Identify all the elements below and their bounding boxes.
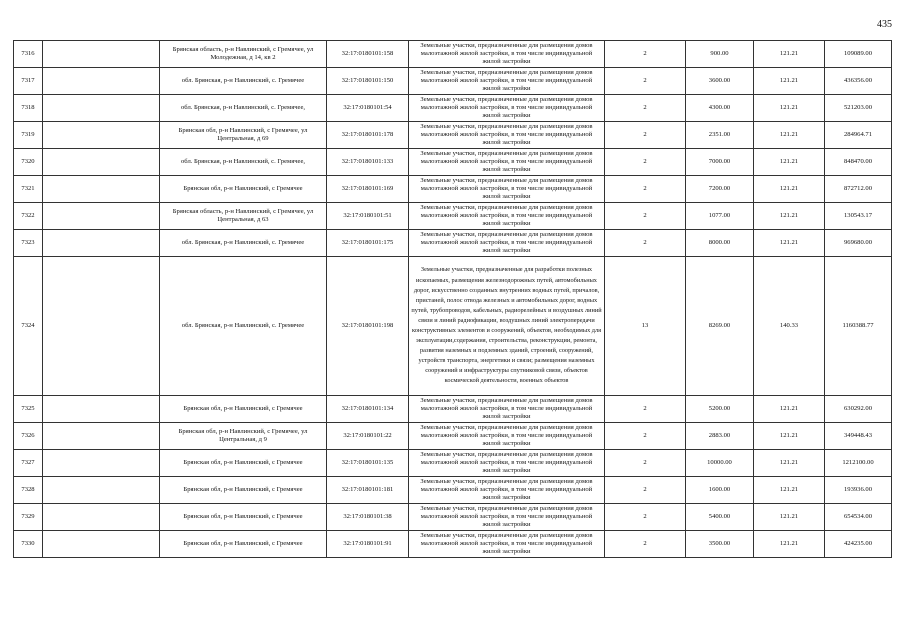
row-number-cell: 7323 <box>14 230 43 257</box>
empty-cell <box>43 257 160 396</box>
land-use-cell: Земельные участки, предназначенные для размещения домов малоэтажной жилой застройки, в том числе индивидуальной жилой застройки <box>409 531 605 558</box>
area-cell: 2883.00 <box>686 423 754 450</box>
table-row <box>14 122 892 149</box>
specific-value-cell: 121.21 <box>754 176 825 203</box>
land-use-cell: Земельные участки, предназначенные для размещения домов малоэтажной жилой застройки, в том числе индивидуальной жилой застройки <box>409 477 605 504</box>
specific-value-cell: 121.21 <box>754 477 825 504</box>
group-cell: 2 <box>605 149 686 176</box>
address-cell: обл. Брянская, р-н Навлинский, с. Гремячее <box>160 68 327 95</box>
cadastral-value-cell: 284964.71 <box>825 122 892 149</box>
table-row <box>14 203 892 230</box>
area-cell: 3500.00 <box>686 531 754 558</box>
group-cell: 2 <box>605 396 686 423</box>
row-number-cell: 7325 <box>14 396 43 423</box>
area-cell: 5400.00 <box>686 504 754 531</box>
table-row <box>14 423 892 450</box>
empty-cell <box>43 41 160 68</box>
address-cell: Брянская обл, р-н Навлинский, с Гремячее <box>160 531 327 558</box>
area-cell: 8000.00 <box>686 230 754 257</box>
group-cell: 2 <box>605 450 686 477</box>
area-cell: 3600.00 <box>686 68 754 95</box>
land-use-cell: Земельные участки, предназначенные для размещения домов малоэтажной жилой застройки, в том числе индивидуальной жилой застройки <box>409 423 605 450</box>
table-row <box>14 504 892 531</box>
empty-cell <box>43 68 160 95</box>
area-cell: 1077.00 <box>686 203 754 230</box>
row-number-cell: 7330 <box>14 531 43 558</box>
address-cell: Брянская область, р-н Навлинский, с Гремячее, ул Центральная, д 63 <box>160 203 327 230</box>
cadastral-number-cell: 32:17:0180101:169 <box>327 176 409 203</box>
area-cell: 10000.00 <box>686 450 754 477</box>
area-cell: 7000.00 <box>686 149 754 176</box>
empty-cell <box>43 230 160 257</box>
specific-value-cell: 121.21 <box>754 95 825 122</box>
area-cell: 8269.00 <box>686 257 754 396</box>
cadastral-number-cell: 32:17:0180101:91 <box>327 531 409 558</box>
address-cell: Брянская обл, р-н Навлинский, с Гремячее <box>160 504 327 531</box>
land-use-cell: Земельные участки, предназначенные для размещения домов малоэтажной жилой застройки, в том числе индивидуальной жилой застройки <box>409 68 605 95</box>
table-row <box>14 477 892 504</box>
cadastral-number-cell: 32:17:0180101:134 <box>327 396 409 423</box>
row-number-cell: 7326 <box>14 423 43 450</box>
land-use-cell: Земельные участки, предназначенные для размещения домов малоэтажной жилой застройки, в том числе индивидуальной жилой застройки <box>409 396 605 423</box>
land-use-cell: Земельные участки, предназначенные для размещения домов малоэтажной жилой застройки, в том числе индивидуальной жилой застройки <box>409 122 605 149</box>
cadastral-value-cell: 349448.43 <box>825 423 892 450</box>
specific-value-cell: 121.21 <box>754 203 825 230</box>
row-number-cell: 7317 <box>14 68 43 95</box>
row-number-cell: 7322 <box>14 203 43 230</box>
land-use-cell: Земельные участки, предназначенные для размещения домов малоэтажной жилой застройки, в том числе индивидуальной жилой застройки <box>409 95 605 122</box>
empty-cell <box>43 149 160 176</box>
cadastral-value-cell: 193936.00 <box>825 477 892 504</box>
address-cell: обл. Брянская, р-н Навлинский, с. Гремячее <box>160 257 327 396</box>
row-number-cell: 7319 <box>14 122 43 149</box>
cadastral-value-cell: 872712.00 <box>825 176 892 203</box>
empty-cell <box>43 504 160 531</box>
row-number-cell: 7324 <box>14 257 43 396</box>
area-cell: 7200.00 <box>686 176 754 203</box>
cadastral-value-cell: 109089.00 <box>825 41 892 68</box>
empty-cell <box>43 450 160 477</box>
group-cell: 2 <box>605 95 686 122</box>
row-number-cell: 7327 <box>14 450 43 477</box>
land-use-cell: Земельные участки, предназначенные для размещения домов малоэтажной жилой застройки, в том числе индивидуальной жилой застройки <box>409 450 605 477</box>
cadastral-value-cell: 1212100.00 <box>825 450 892 477</box>
group-cell: 2 <box>605 176 686 203</box>
land-use-cell: Земельные участки, предназначенные для размещения домов малоэтажной жилой застройки, в том числе индивидуальной жилой застройки <box>409 149 605 176</box>
cadastral-number-cell: 32:17:0180101:135 <box>327 450 409 477</box>
cadastral-number-cell: 32:17:0180101:181 <box>327 477 409 504</box>
cadastral-value-cell: 130543.17 <box>825 203 892 230</box>
specific-value-cell: 121.21 <box>754 531 825 558</box>
table-row <box>14 95 892 122</box>
cadastral-value-cell: 424235.00 <box>825 531 892 558</box>
area-cell: 900.00 <box>686 41 754 68</box>
address-cell: обл. Брянская, р-н Навлинский, с. Гремячее, <box>160 149 327 176</box>
specific-value-cell: 121.21 <box>754 68 825 95</box>
address-cell: Брянская обл, р-н Навлинский, с Гремячее, ул Центральная, д 69 <box>160 122 327 149</box>
specific-value-cell: 140.33 <box>754 257 825 396</box>
address-cell: Брянская область, р-н Навлинский, с Гремячее, ул Молодежная, д 14, кв 2 <box>160 41 327 68</box>
land-use-cell: Земельные участки, предназначенные для размещения домов малоэтажной жилой застройки, в том числе индивидуальной жилой застройки <box>409 203 605 230</box>
group-cell: 2 <box>605 531 686 558</box>
table-row <box>14 396 892 423</box>
address-cell: Брянская обл, р-н Навлинский, с Гремячее <box>160 176 327 203</box>
land-use-cell: Земельные участки, предназначенные для размещения домов малоэтажной жилой застройки, в том числе индивидуальной жилой застройки <box>409 230 605 257</box>
area-cell: 4300.00 <box>686 95 754 122</box>
land-use-cell: Земельные участки, предназначенные для размещения домов малоэтажной жилой застройки, в том числе индивидуальной жилой застройки <box>409 176 605 203</box>
row-number-cell: 7318 <box>14 95 43 122</box>
empty-cell <box>43 203 160 230</box>
table-row <box>14 450 892 477</box>
empty-cell <box>43 176 160 203</box>
cadastral-value-cell: 848470.00 <box>825 149 892 176</box>
row-number-cell: 7328 <box>14 477 43 504</box>
area-cell: 5200.00 <box>686 396 754 423</box>
cadastral-value-cell: 436356.00 <box>825 68 892 95</box>
specific-value-cell: 121.21 <box>754 149 825 176</box>
specific-value-cell: 121.21 <box>754 122 825 149</box>
cadastral-number-cell: 32:17:0180101:158 <box>327 41 409 68</box>
area-cell: 1600.00 <box>686 477 754 504</box>
cadastral-number-cell: 32:17:0180101:175 <box>327 230 409 257</box>
empty-cell <box>43 477 160 504</box>
group-cell: 2 <box>605 203 686 230</box>
cadastral-value-cell: 654534.00 <box>825 504 892 531</box>
cadastral-number-cell: 32:17:0180101:38 <box>327 504 409 531</box>
specific-value-cell: 121.21 <box>754 504 825 531</box>
group-cell: 2 <box>605 230 686 257</box>
address-cell: Брянская обл, р-н Навлинский, с Гремячее, ул Центральная, д 9 <box>160 423 327 450</box>
empty-cell <box>43 396 160 423</box>
specific-value-cell: 121.21 <box>754 230 825 257</box>
address-cell: Брянская обл, р-н Навлинский, с Гремячее <box>160 477 327 504</box>
group-cell: 2 <box>605 68 686 95</box>
row-number-cell: 7329 <box>14 504 43 531</box>
row-number-cell: 7320 <box>14 149 43 176</box>
cadastral-value-cell: 1160388.77 <box>825 257 892 396</box>
cadastral-value-cell: 969680.00 <box>825 230 892 257</box>
table-body <box>14 41 892 558</box>
group-cell: 2 <box>605 504 686 531</box>
table-row <box>14 230 892 257</box>
group-cell: 13 <box>605 257 686 396</box>
address-cell: обл. Брянская, р-н Навлинский, с. Гремячее <box>160 230 327 257</box>
land-use-cell: Земельные участки, предназначенные для разработки полезных ископаемых, размещения железнодорожных путей, автомобильных дорог, искусственно созданных внутренних водных путей, причалов, пристаней, полос отвода железных и автомобильных дорог, водных путей, трубопроводов, кабельных, радиорелейных и воздушных линий связи и линий радиофикации, воздушных линий электропередачи конструктивных элементов и сооружений, объектов, необходимых для эксплуатации,содержания, строительства, реконструкции, ремонта, развития наземных и подземных зданий, строений, сооружений, устройств транспорта, энергетики и связи; размещения наземных сооружений и инфраструктуры спутниковой связи, объектов космической деятельности, военных объектов <box>409 257 605 396</box>
specific-value-cell: 121.21 <box>754 450 825 477</box>
table-row <box>14 68 892 95</box>
row-number-cell: 7321 <box>14 176 43 203</box>
land-use-cell: Земельные участки, предназначенные для размещения домов малоэтажной жилой застройки, в том числе индивидуальной жилой застройки <box>409 41 605 68</box>
cadastral-number-cell: 32:17:0180101:22 <box>327 423 409 450</box>
cadastral-number-cell: 32:17:0180101:54 <box>327 95 409 122</box>
empty-cell <box>43 122 160 149</box>
table-row <box>14 176 892 203</box>
specific-value-cell: 121.21 <box>754 396 825 423</box>
address-cell: обл. Брянская, р-н Навлинский, с. Гремячее, <box>160 95 327 122</box>
area-cell: 2351.00 <box>686 122 754 149</box>
table-row <box>14 257 892 396</box>
address-cell: Брянская обл, р-н Навлинский, с Гремячее <box>160 396 327 423</box>
group-cell: 2 <box>605 41 686 68</box>
cadastral-number-cell: 32:17:0180101:150 <box>327 68 409 95</box>
table-row <box>14 41 892 68</box>
cadastral-value-table <box>13 40 892 558</box>
cadastral-number-cell: 32:17:0180101:178 <box>327 122 409 149</box>
cadastral-number-cell: 32:17:0180101:133 <box>327 149 409 176</box>
page-number: 435 <box>877 19 892 30</box>
cadastral-number-cell: 32:17:0180101:198 <box>327 257 409 396</box>
address-cell: Брянская обл, р-н Навлинский, с Гремячее <box>160 450 327 477</box>
cadastral-number-cell: 32:17:0180101:51 <box>327 203 409 230</box>
table-row <box>14 149 892 176</box>
specific-value-cell: 121.21 <box>754 423 825 450</box>
cadastral-value-cell: 630292.00 <box>825 396 892 423</box>
cadastral-value-cell: 521203.00 <box>825 95 892 122</box>
row-number-cell: 7316 <box>14 41 43 68</box>
specific-value-cell: 121.21 <box>754 41 825 68</box>
group-cell: 2 <box>605 122 686 149</box>
table-row <box>14 531 892 558</box>
empty-cell <box>43 95 160 122</box>
group-cell: 2 <box>605 423 686 450</box>
land-use-cell: Земельные участки, предназначенные для размещения домов малоэтажной жилой застройки, в том числе индивидуальной жилой застройки <box>409 504 605 531</box>
empty-cell <box>43 423 160 450</box>
group-cell: 2 <box>605 477 686 504</box>
empty-cell <box>43 531 160 558</box>
